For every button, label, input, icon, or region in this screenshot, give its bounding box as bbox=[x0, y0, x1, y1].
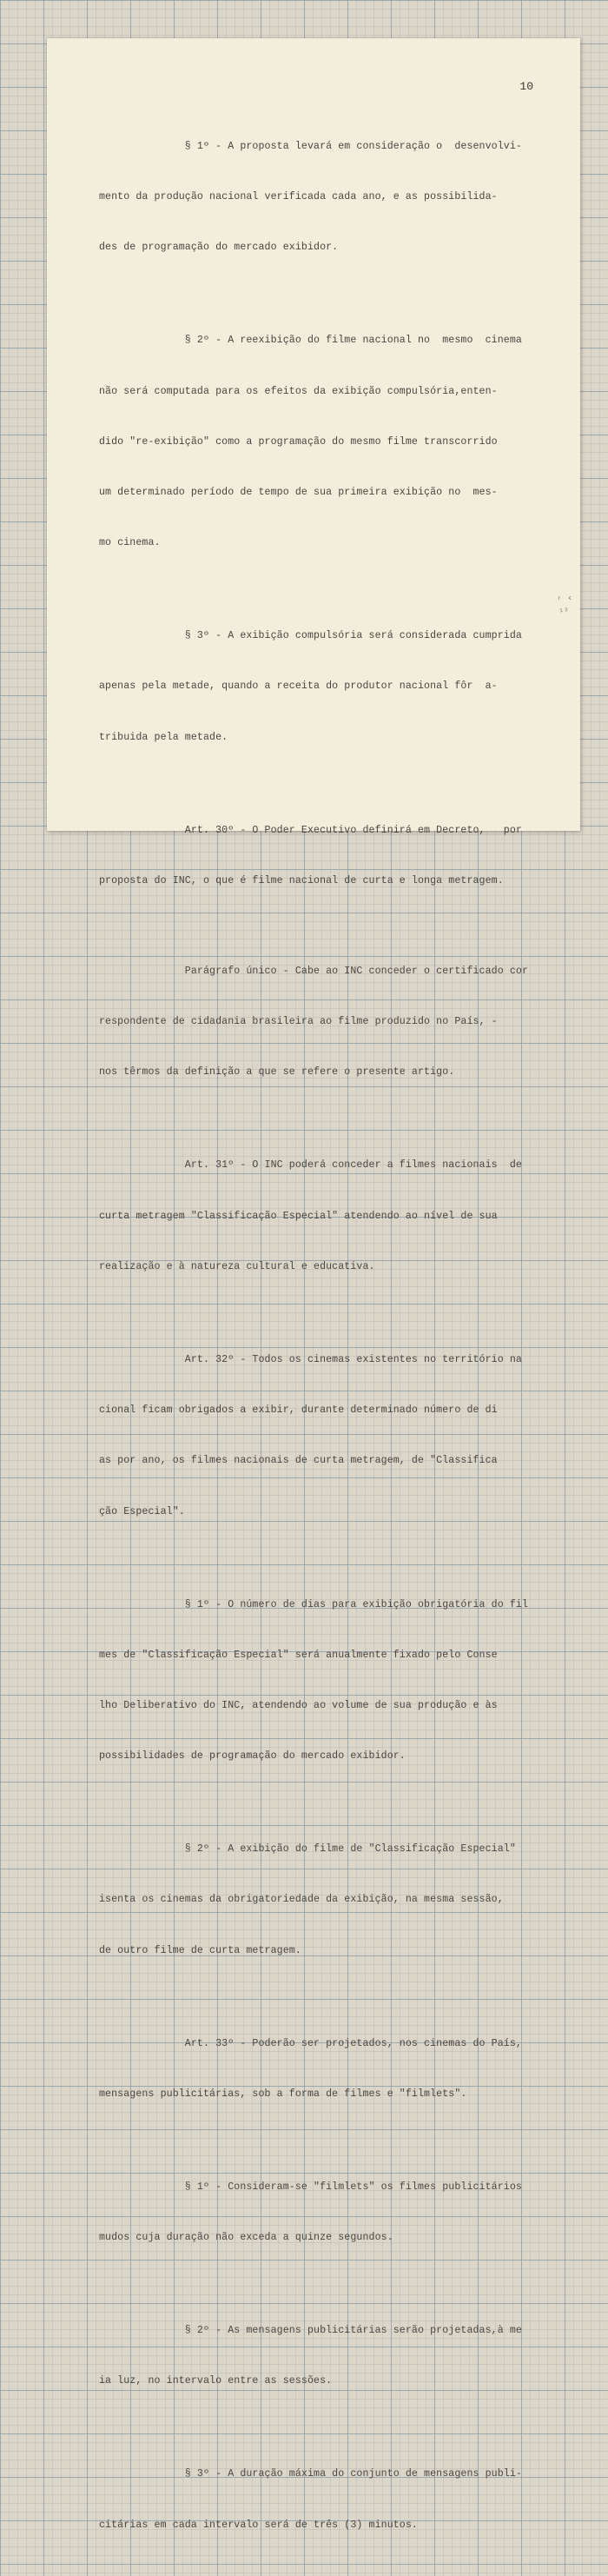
text-line: mes de "Classificação Especial" será anualmente fixado pelo Conse bbox=[99, 1649, 498, 1661]
text-line: realização e à natureza cultural e educativa. bbox=[99, 1260, 375, 1272]
text-line: mensagens publicitárias, sob a forma de filmes e "filmlets". bbox=[99, 2088, 467, 2100]
page-number: 10 bbox=[519, 80, 533, 93]
text-line: des de programação do mercado exibidor. bbox=[99, 242, 339, 254]
text-line: Art. 33º - Poderão ser projetados, nos cinemas do País, bbox=[99, 2037, 522, 2049]
paragraph-art32-par2 bbox=[99, 1807, 539, 1992]
text-line: ção Especial". bbox=[99, 1505, 185, 1517]
text-line: não será computada para os efeitos da exibição compulsória,enten- bbox=[99, 385, 498, 397]
paragraph-art30-sole bbox=[99, 929, 539, 1114]
text-line: § 1º - A proposta levará em consideração o desenvolvi- bbox=[99, 140, 522, 152]
text-line: tribuida pela metade. bbox=[99, 731, 228, 743]
paragraph-art29-par3 bbox=[99, 594, 539, 779]
text-line: § 2º - A exibição do filme de "Classificação Especial" bbox=[99, 1843, 522, 1856]
text-line: isenta os cinemas da obrigatoriedade da exibição, na mesma sessão, bbox=[99, 1894, 504, 1906]
paragraph-art32-par1 bbox=[99, 1563, 539, 1799]
text-line: Art. 31º - O INC poderá conceder a filmes nacionais de bbox=[99, 1159, 522, 1172]
text-line: § 1º - Consideram-se "filmlets" os filmes publicitários bbox=[99, 2181, 522, 2193]
text-line: as por ano, os filmes nacionais de curta metragem, de "Classifica bbox=[99, 1455, 498, 1467]
text-line: ia luz, no intervalo entre as sessões. bbox=[99, 2375, 333, 2387]
paragraph-art33-par2 bbox=[99, 2288, 539, 2423]
text-line: mudos cuja duração não exceda a quinze segundos. bbox=[99, 2232, 393, 2244]
paragraph-art32 bbox=[99, 1318, 539, 1554]
paragraph-art29-par1 bbox=[99, 104, 539, 289]
text-line: nos têrmos da definição a que se refere o presente artigo. bbox=[99, 1066, 455, 1079]
text-line: § 3º - A exibição compulsória será considerada cumprida bbox=[99, 630, 522, 642]
text-line: cional ficam obrigados a exibir, durante determinado número de di bbox=[99, 1404, 498, 1417]
text-line: proposta do INC, o que é filme nacional de curta e longa metragem. bbox=[99, 874, 504, 886]
document-body bbox=[99, 104, 539, 2576]
text-line: § 2º - As mensagens publicitárias serão projetadas,à me bbox=[99, 2325, 522, 2337]
text-line: possibilidades de programação do mercado exibidor. bbox=[99, 1750, 406, 1763]
typewritten-page bbox=[47, 38, 580, 2531]
text-line: apenas pela metade, quando a receita do produtor nacional fôr a- bbox=[99, 681, 498, 693]
paragraph-art33-par1 bbox=[99, 2145, 539, 2280]
text-line: curta metragem "Classificação Especial" atendendo ao nível de sua bbox=[99, 1210, 498, 1222]
text-line: lho Deliberativo do INC, atendendo ao volume de sua produção e às bbox=[99, 1699, 498, 1711]
text-line: § 3º - A duração máxima do conjunto de mensagens publi- bbox=[99, 2468, 522, 2480]
pencil-margin-mark: ʳ ‹ ₁₃ bbox=[556, 594, 573, 615]
text-line: dido "re-exibição" como a programação do mesmo filme transcorrido bbox=[99, 435, 498, 448]
paragraph-art29-par2 bbox=[99, 298, 539, 585]
text-line: respondente de cidadania brasileira ao filme produzido no País, - bbox=[99, 1016, 498, 1028]
text-line: Parágrafo único - Cabe ao INC conceder o certificado cor bbox=[99, 965, 529, 977]
paragraph-art31 bbox=[99, 1124, 539, 1309]
paragraph-art33-par3 bbox=[99, 2433, 539, 2567]
text-line: Art. 30º - O Poder Executivo definirá em Decreto, por bbox=[99, 824, 522, 836]
text-line: citárias em cada intervalo será de três (3) minutos. bbox=[99, 2519, 418, 2531]
text-line: de outro filme de curta metragem. bbox=[99, 1944, 301, 1956]
paragraph-art30 bbox=[99, 788, 539, 923]
text-line: mento da produção nacional verificada cada ano, e as possibilida- bbox=[99, 191, 498, 203]
text-line: Art. 32º - Todos os cinemas existentes no território na bbox=[99, 1353, 522, 1365]
paragraph-art33 bbox=[99, 2002, 539, 2136]
text-line: mo cinema. bbox=[99, 537, 161, 549]
text-line: um determinado período de tempo de sua primeira exibição no mes- bbox=[99, 486, 498, 498]
text-line: § 1º - O número de dias para exibição obrigatória do fil bbox=[99, 1598, 529, 1610]
text-line: § 2º - A reexibição do filme nacional no mesmo cinema bbox=[99, 335, 522, 347]
